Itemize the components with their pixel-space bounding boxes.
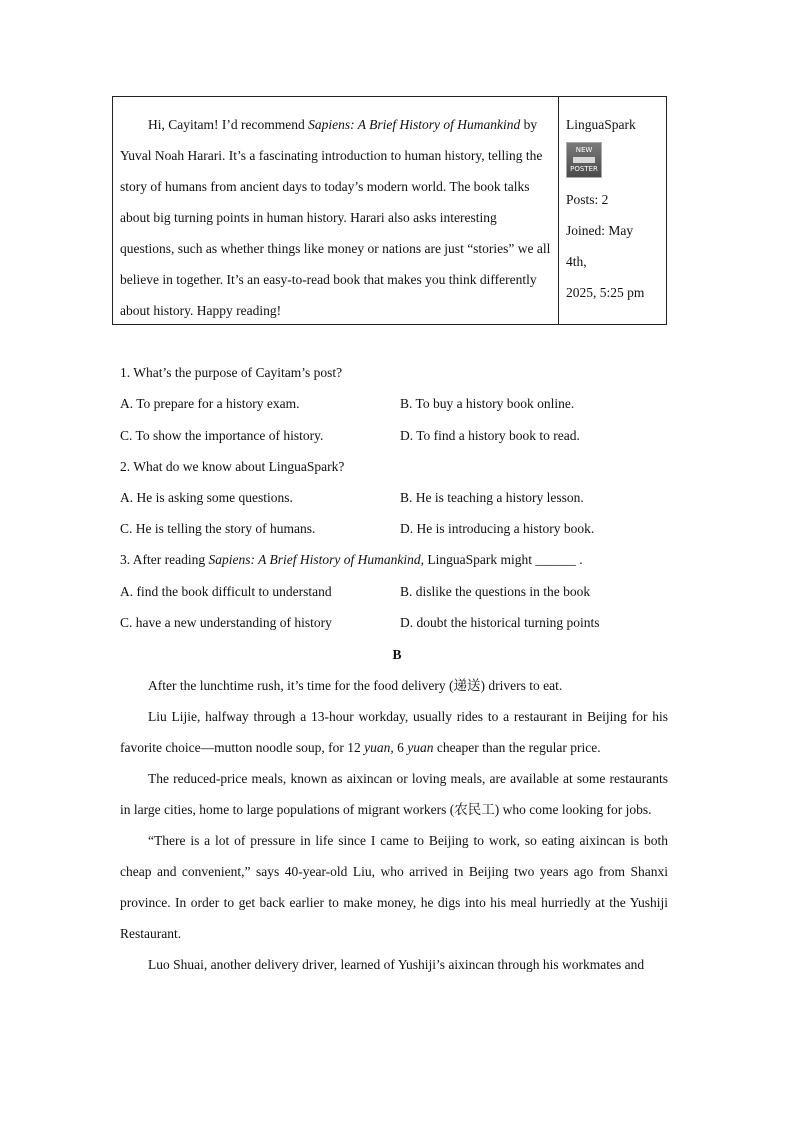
post-count: Posts: 2 (566, 192, 609, 207)
post-body (113, 97, 559, 324)
p2-text-a: Liu Lijie, halfway through a 13-hour workday, usually rides to a restaurant in Beijing for his favorite choice—mutton noodle soup, for 12 (120, 709, 668, 755)
joined-line-3: 2025, 5:25 pm (566, 285, 645, 300)
badge-bar (573, 157, 595, 163)
p2-yuan-1: yuan (364, 740, 391, 755)
post-text-start: Hi, Cayitam! I’d recommend (148, 117, 309, 132)
forum-post-table (112, 96, 667, 325)
question-3-option-d: D. doubt the historical turning points (400, 615, 600, 630)
question-3-book-title: Sapiens: A Brief History of Humankind (208, 552, 421, 567)
passage-paragraph-1: After the lunchtime rush, it’s time for the food delivery (递送) drivers to eat. (148, 678, 563, 693)
question-2-option-b: B. He is teaching a history lesson. (400, 490, 584, 505)
question-1-stem: 1. What’s the purpose of Cayitam’s post? (120, 365, 343, 380)
post-text (120, 109, 552, 326)
joined-line-1: Joined: May (566, 223, 634, 238)
question-1-option-b: B. To buy a history book online. (400, 396, 575, 411)
question-3-stem (120, 544, 583, 575)
question-3-option-a: A. find the book difficult to understand (120, 584, 332, 599)
badge-bottom-text: POSTER (570, 165, 598, 173)
reading-passage (120, 670, 668, 980)
question-3-stem-end: , LinguaSpark might ______ . (420, 552, 583, 567)
question-3-option-b: B. dislike the questions in the book (400, 584, 591, 599)
passage-paragraph-2 (120, 701, 668, 763)
passage-paragraph-4: “There is a lot of pressure in life since I came to Beijing to work, so eating aixincan is both cheap and convenient,” says 40-year-old Liu, who arrived in Beijing two years ago from Shanxi province. In order to get back earlier to make money, he digs into his meal hurriedly at the Yushiji Restaurant. (120, 833, 668, 941)
book-title: Sapiens: A Brief History of Humankind (308, 117, 521, 132)
passage-paragraph-3: The reduced-price meals, known as aixincan or loving meals, are available at some restaurants in large cities, home to large populations of migrant workers (农民工) who come looking for jobs. (120, 771, 668, 817)
post-text-rest: by Yuval Noah Harari. It’s a fascinating introduction to human history, telling the story of humans from ancient days to today’s modern world. The book talks about big turning points in human history. Harari also asks interesting questions, such as whether things like money or nations are just “stories” we all believe in together. It’s an easy-to-read book that makes you think differently about history. Happy reading! (120, 117, 551, 318)
section-heading-b: B (392, 647, 402, 662)
question-1-option-a: A. To prepare for a history exam. (120, 396, 300, 411)
p2-yuan-2: yuan (407, 740, 434, 755)
question-2-stem: 2. What do we know about LinguaSpark? (120, 459, 345, 474)
question-3-option-c: C. have a new understanding of history (120, 615, 332, 630)
author-name[interactable]: LinguaSpark (566, 117, 636, 132)
post-author-panel (559, 97, 666, 324)
question-1-option-d: D. To find a history book to read. (400, 428, 580, 443)
badge-top-text: NEW (575, 146, 593, 154)
passage-paragraph-5: Luo Shuai, another delivery driver, learned of Yushiji’s aixincan through his workmates and (148, 957, 645, 972)
question-2-option-c: C. He is telling the story of humans. (120, 521, 316, 536)
question-1-option-c: C. To show the importance of history. (120, 428, 324, 443)
question-2-option-d: D. He is introducing a history book. (400, 521, 595, 536)
question-3-stem-start: 3. After reading (120, 552, 209, 567)
joined-line-2: 4th, (566, 254, 587, 269)
p2-text-c: cheaper than the regular price. (433, 740, 601, 755)
question-2-option-a: A. He is asking some questions. (120, 490, 293, 505)
p2-text-b: , 6 (390, 740, 408, 755)
new-poster-badge-icon (566, 142, 602, 178)
